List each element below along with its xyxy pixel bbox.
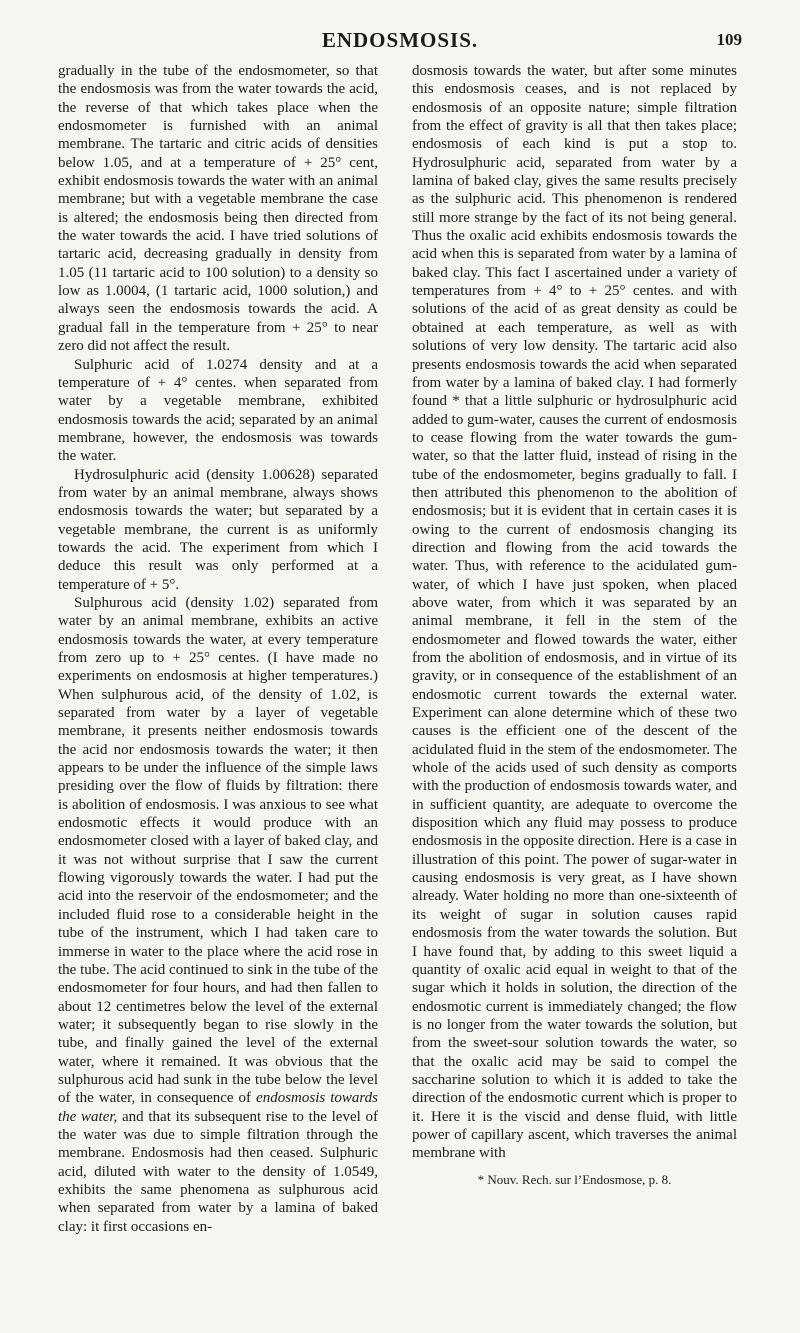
paragraph: dosmosis towards the water, but after some minutes this endosmosis ceases, and is not replaced by endosmosis of an opposite nature; simple filtration from the effect of gravity is all that then takes place; endosmosis of each kind is put a stop to. Hydrosulphuric acid, separated from water by a lamina of baked clay, gives the same results precisely as the sulphuric acid. This phenomenon is rendered still more strange by the fact of its not being general. Thus the oxalic acid exhibits endosmosis towards the acid when this is separated from water by a lamina of baked clay. This fact I ascertained under a variety of temperatures from + 4° to + 25° centes. and with solutions of the acid of as great density as could be obtained at each temperature, as well as with solutions of very low density. The tartaric acid also presents endosmosis towards the acid when separated from water by a lamina of baked clay. I had formerly found * that a little sulphuric or hydrosulphuric acid added to gum-water, causes the current of endosmosis to cease flowing from the water towards the gum-water, so that the latter fluid, instead of rising in the tube of the endosmometer, begins gradually to fall. I then attributed this phenomenon to the abolition of endosmosis; but it is evident that in certain cases it is owing to the current of endosmosis changing its direction and flowing from the acid towards the water. Thus, with reference to the acidulated gum-water, of which I have just spoken, when placed above water, from which it was separated by an animal membrane, it fell in the stem of the endosmometer and flowed towards the water, either from the abolition of endosmosis, and in virtue of its gravity, or in consequence of the establishment of an endosmotic current towards the external water. Experiment can alone determine which of these two causes is the efficient one of the descent of the acidulated fluid in the stem of the endosmometer. The whole of the acids used of such density as comports with the production of endosmosis towards water, and in sufficient quantity, are adequate to overcome the disposition which any fluid may possess to produce endosmosis in the opposite direction. Here is a case in illustration of this point. The power of sugar-water in causing endosmosis is very great, as I have shown already. Water holding no more than one-sixteenth of its weight of sugar in solution causes rapid endosmosis from the water towards the solution. But I have found that, by adding to this sweet liquid a quantity of oxalic acid equal in weight to that of the sugar which it holds in solution, the direction of the endosmotic current is immediately changed; the flow is no longer from the water towards the solution, but from the sweet-sour solution towards the water, so that the oxalic acid may be said to compel the saccharine solution to which it is added to take the direction of the endosmotic current which is proper to it. Here it is the viscid and dense fluid, with little power of capillary ascent, which traverses the animal membrane with [412, 63, 737, 1162]
page-number: 109 [716, 30, 742, 49]
right-column [412, 62, 737, 1189]
paragraph: Hydrosulphuric acid (density 1.00628) separated from water by an animal membrane, always shows endosmosis towards the water; but separated by a vegetable membrane, the current is as uniformly towards the acid. The experiment from which I deduce this result was only performed at a temperature of + 5°. [58, 466, 378, 593]
left-column [58, 62, 378, 1236]
paragraph: gradually in the tube of the endosmometer, so that the endosmosis was from the water towards the acid, the reverse of that which takes place when the endosmometer is furnished with an animal membrane. The tartaric and citric acids of densities below 1.05, and at a temperature of + 25° cent, exhibit endosmosis towards the water with an animal membrane; but with a vegetable membrane the case is altered; the endosmosis being then directed from the water towards the acid. I have tried solutions of tartaric acid, decreasing gradually in density from 1.05 (11 tartaric acid to 100 solution) to a density so low as 1.0004, (1 tartaric acid, 1000 solution,) and always seen the endosmosis towards the acid. A gradual fall in the temperature from + 25° to near zero did not affect the result. [58, 63, 378, 355]
paragraph-text: Sulphurous acid (density 1.02) separated from water by an animal membrane, exhibits an active endosmosis towards the water, at every temperature from zero up to + 25° centes. (I have made no experiments on endosmosis at higher temperatures.) When sulphurous acid, of the density of 1.02, is separated from water by a layer of vegetable membrane, it presents neither endosmosis towards the acid nor endosmosis towards the water; it then appears to be under the influence of the simple laws presiding over the flow of fluids by filtration: there is abolition of endosmosis. I was anxious to see what endosmotic effects it would produce with an endosmometer closed with a layer of baked clay, and it was not without surprise that I saw the current flowing vigorously towards the water. I had put the acid into the reservoir of the endosmometer; and the included fluid rose to a considerable height in the tube of the instrument, which I had taken care to immerse in water to the place where the acid rose in the tube. The acid continued to sink in the tube of the endosmometer for four hours, and had then fallen to about 12 centimetres below the level of the external water; it subsequently began to rise slowly in the tube, and finally gained the level of the external water, where it remained. It was obvious that the sulphurous acid had sunk in the tube below the level of the water, in consequence of [58, 594, 378, 1107]
italic-phrase: endosmosis towards the water, [58, 1090, 379, 1125]
page-header [56, 28, 744, 54]
paragraph [58, 594, 378, 1236]
running-head: ENDOSMOSIS. [321, 28, 479, 52]
paragraph: Sulphuric acid of 1.0274 density and at a temperature of + 4° centes. when separated from water by a vegetable membrane, exhibited endosmosis towards the acid; separated by an animal membrane, however, the endosmosis was towards the water. [58, 356, 378, 465]
paragraph-text: and that its subsequent rise to the level of the water was due to simple filtration through the membrane. Endosmosis had then ceased. Sulphuric acid, diluted with water to the density of 1.0549, exhibits the same phenomena as sulphurous acid when separated from water by a lamina of baked clay: it first occasions en- [58, 1108, 378, 1235]
footnote: * Nouv. Rech. sur l’Endosmose, p. 8. [477, 1171, 672, 1187]
